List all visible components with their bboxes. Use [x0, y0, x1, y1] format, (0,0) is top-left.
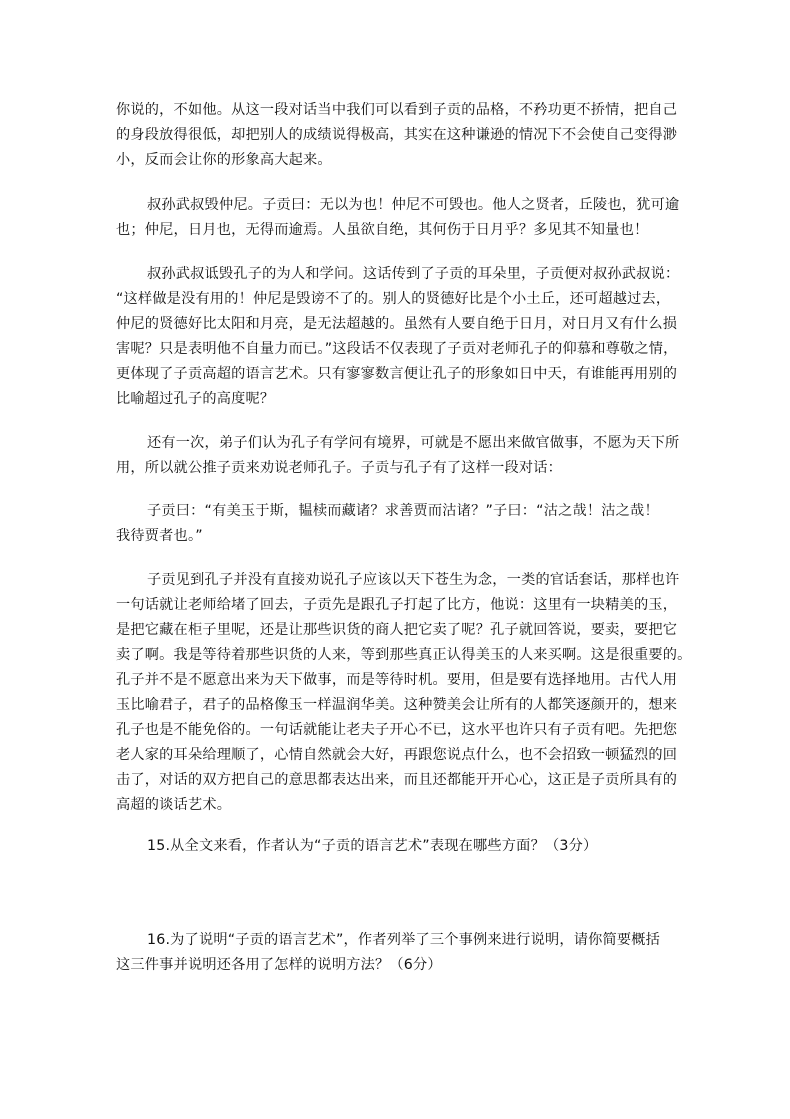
text-line: 是把它藏在柜子里呢，还是让那些识货的商人把它卖了呢？孔子就回答说，要卖，要把它 [116, 622, 678, 638]
text-line: 用，所以就公推子贡来劝说老师孔子。子贡与孔子有了这样一段对话： [116, 460, 563, 476]
text-line: 还有一次，弟子们认为孔子有学问有境界，可就是不愿出来做官做事，不愿为天下所 [147, 435, 680, 451]
paragraph-1 [116, 98, 681, 173]
text-line: 叔孙武叔诋毁孔子的为人和学问。这话传到了子贡的耳朵里，子贡便对叔孙武叔说： [147, 266, 680, 282]
paragraph-2 [116, 193, 681, 243]
text-line: 更体现了子贡高超的语言艺术。只有寥寥数言便让孔子的形象如日中天，有谁能再用别的 [116, 366, 678, 382]
question-line: 16.为了说明“子贡的语言艺术”，作者列举了三个事例来进行说明，请你简要概括 [147, 932, 661, 948]
text-line: 仲尼的贤德好比太阳和月亮，是无法超越的。虽然有人要自绝于日月，对日月又有什么损 [116, 316, 678, 332]
text-line: 比喻超过孔子的高度呢？ [116, 391, 275, 407]
text-line: 孔子并不是不愿意出来为天下做事，而是等待时机。要用，但是要有选择地用。古代人用 [116, 672, 678, 688]
text-line: 的身段放得很低，却把别人的成绩说得极高，其实在这种谦逊的情况下不会使自己变得渺 [116, 127, 678, 143]
text-line: 也；仲尼，日月也，无得而逾焉。人虽欲自绝，其何伤于日月乎？多见其不知量也！ [116, 222, 649, 238]
text-line: 我待贾者也。” [116, 528, 203, 544]
text-line: 玉比喻君子，君子的品格像玉一样温润华美。这种赞美会让所有的人都笑逐颜开的，想来 [116, 697, 678, 713]
paragraph-3 [116, 262, 681, 412]
question-16 [116, 928, 681, 978]
text-line: 你说的，不如他。从这一段对话当中我们可以看到子贡的品格，不矜功更不挢情，把自己 [116, 102, 678, 118]
text-line: 击了，对话的双方把自己的意思都表达出来，而且还都能开开心心，这正是子贡所具有的 [116, 772, 678, 788]
paragraph-6 [116, 568, 692, 818]
text-line: 小，反而会让你的形象高大起来。 [116, 152, 332, 168]
text-line: 害呢？只是表明他不自量力而已。”这段话不仅表现了子贡对老师孔子的仰慕和尊敬之情， [116, 341, 678, 357]
text-line: 孔子也是不能免俗的。一句话就能让老夫子开心不已，这水平也许只有子贡有吧。先把您 [116, 722, 678, 738]
paragraph-4 [116, 431, 681, 481]
question-15 [116, 834, 681, 859]
text-line: 老人家的耳朵给理顺了，心情自然就会大好，再跟您说点什么，也不会招致一顿猛烈的回 [116, 747, 678, 763]
text-line: 高超的谈话艺术。 [116, 797, 232, 813]
text-line: “这样做是没有用的！仲尼是毁谤不了的。别人的贤德好比是个小土丘，还可超越过去， [116, 291, 671, 307]
text-line: 一句话就让老师给堵了回去，子贡先是跟孔子打起了比方，他说：这里有一块精美的玉， [116, 597, 678, 613]
text-line: 叔孙武叔毁仲尼。子贡曰：无以为也！仲尼不可毁也。他人之贤者，丘陵也，犹可逾 [147, 197, 680, 213]
question-line: 这三件事并说明还各用了怎样的说明方法？（6分） [116, 957, 442, 973]
paragraph-5 [116, 499, 681, 549]
text-line: 子贡见到孔子并没有直接劝说孔子应该以天下苍生为念，一类的官话套话，那样也许 [147, 572, 680, 588]
question-line: 15.从全文来看，作者认为“子贡的语言艺术”表现在哪些方面？（3分） [147, 838, 598, 854]
text-line: 卖了啊。我是等待着那些识货的人来，等到那些真正认得美玉的人来买啊。这是很重要的。 [116, 647, 692, 663]
text-line: 子贡曰：“有美玉于斯，韫椟而藏诸？求善贾而沽诸？”子曰：“沽之哉！沽之哉！ [147, 503, 659, 519]
